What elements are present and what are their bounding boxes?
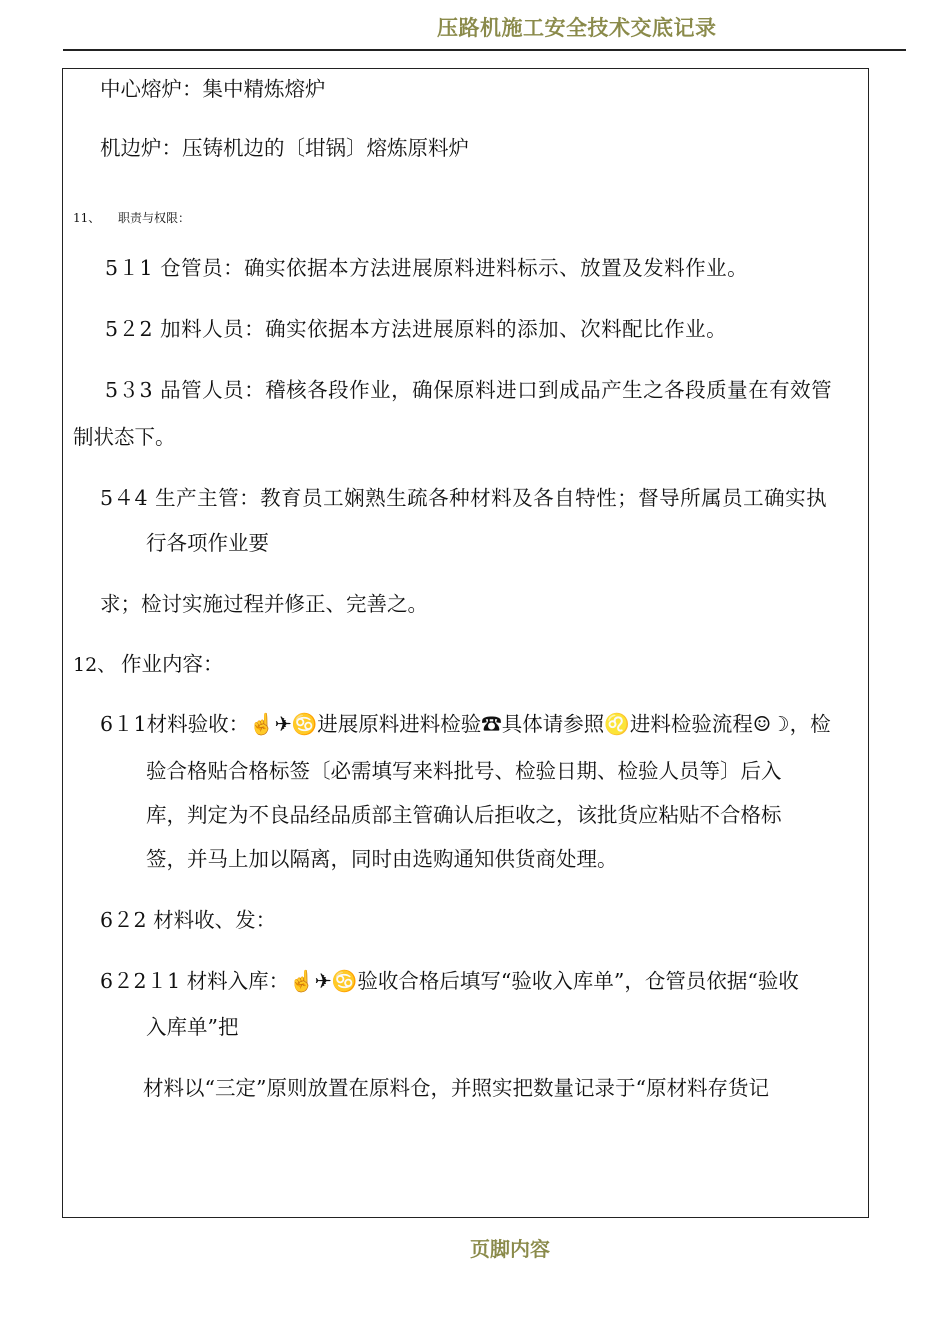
duty-feeding-staff: 5２2 加料人员：确实依据本方法进展原料的添加、次料配比作业。 (105, 317, 728, 341)
item-material-acceptance-line3: 库，判定为不良品经品质部主管确认后拒收之，该批货应粘贴不合格标 (146, 803, 782, 827)
duty-quality-staff: 5３3 品管人员：稽核各段作业，确保原料进口到成品产生之各段质量在有效管 (105, 378, 833, 402)
item-material-acceptance-line4: 签，并马上加以隔离，同时由选购通知供货商处理。 (146, 847, 618, 871)
section-11-number: 11、 (73, 211, 101, 225)
item-material-receive-issue: 6２2 材料收、发： (100, 908, 277, 932)
header-title: 压路机施工安全技术交底记录 (437, 16, 717, 40)
definition-side-furnace: 机边炉：压铸机边的〔坩锅〕熔炼原料炉 (100, 136, 469, 160)
item-material-storage-line3: 材料以“三定”原则放置在原料仓，并照实把数量记录于“原材料存货记 (143, 1076, 769, 1100)
definition-central-furnace: 中心熔炉：集中精炼熔炉 (100, 77, 326, 101)
content-frame (62, 68, 869, 1218)
section-12-number: 12、 (73, 654, 117, 676)
item-material-acceptance: 6１1材料验收：☝✈♋进展原料进料检验☎具体请参照♌进料检验流程☺☽，检 (100, 712, 831, 736)
section-12-title: 作业内容： (121, 652, 224, 676)
item-material-storage-line2: 入库单”把 (146, 1015, 239, 1039)
item-material-storage: 6２2１1 材料入库：☝✈♋验收合格后填写“验收入库单”，仓管员依据“验收 (100, 969, 799, 993)
duty-quality-staff-cont: 制状态下。 (73, 425, 176, 449)
page-footer: 页脚内容 (470, 1237, 550, 1261)
duty-production-supervisor: 5４4 生产主管：教育员工娴熟生疏各种材料及各自特性；督导所属员工确实执 (100, 486, 828, 510)
duty-production-supervisor-end: 求；检讨实施过程并修正、完善之。 (100, 592, 428, 616)
section-11-title: 职责与权限： (118, 211, 191, 225)
header-divider (63, 49, 906, 51)
item-material-acceptance-line2: 验合格贴合格标签〔必需填写来料批号、检验日期、检验人员等〕后入 (146, 759, 782, 783)
duty-production-supervisor-cont: 行各项作业要 (146, 531, 269, 555)
duty-warehouse-keeper: 5１1 仓管员：确实依据本方法进展原料进料标示、放置及发料作业。 (105, 256, 749, 280)
